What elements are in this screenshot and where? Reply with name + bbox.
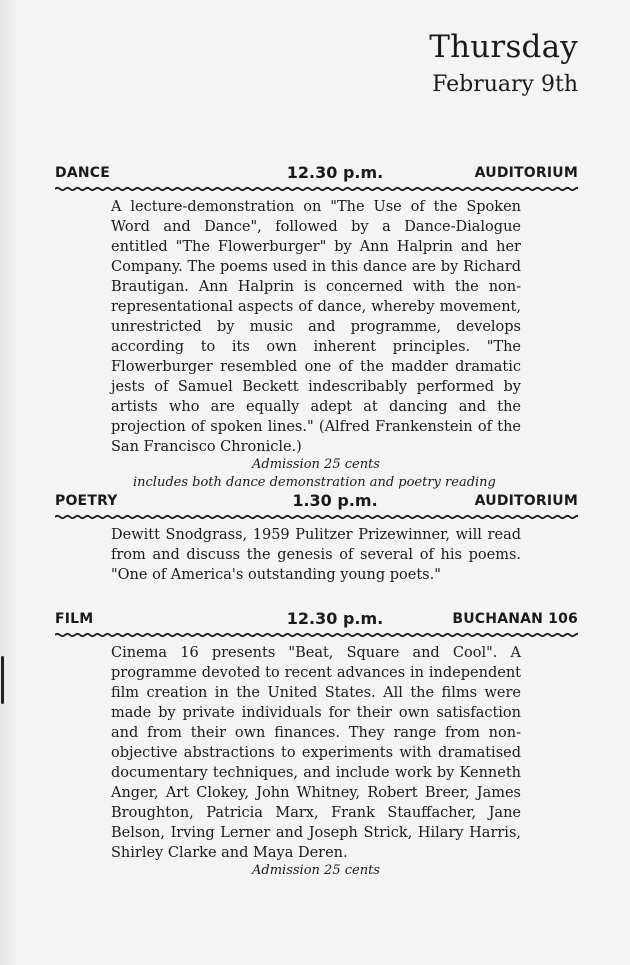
section-venue: AUDITORIUM [474,165,578,181]
admission-note: Admission 25 cents [252,863,380,878]
section-venue: AUDITORIUM [474,493,578,509]
section-category: DANCE [55,165,111,181]
section-poetry [55,491,578,585]
wavy-rule [55,186,578,192]
weekday-title: Thursday [429,29,578,65]
section-category: FILM [55,611,94,627]
section-venue: BUCHANAN 106 [452,611,578,627]
section-description: A lecture-demonstration on "The Use of the Spoken Word and Dance", followed by a Dance-Dialogue entitled "The Flowerburger" by Ann Halprin and her Company. The poems used in this dance are by Richard Brautigan. Ann Halprin is concerned with the non-representational aspects of dance, whereby movement, unrestricted by music and programme, develops according to its own inherent principles. "The Flowerburger resembled one of the madder dramatic jests of Samuel Beckett indescribably performed by artists who are equally adept at dancing and the projection of spoken lines." (Alfred Frankenstein of the San Francisco Chronicle.) [111,199,521,455]
section-description: Dewitt Snodgrass, 1959 Pulitzer Prizewinner, will read from and discuss the genesis of several of his poems. "One of America's outstanding young poets." [111,527,521,583]
section-time: 12.30 p.m. [286,609,384,628]
admission-detail: includes both dance demonstration and poetry reading [133,475,496,490]
binding-mark [1,656,4,704]
section-description: Cinema 16 presents "Beat, Square and Cool". A programme devoted to recent advances in independent film creation in the United States. All the films were made by private individuals for their own satisfaction and from their own finances. They range from non-objective abstractions to experiments with dramatised documentary techniques, and include work by Kenneth Anger, Art Clokey, John Whitney, Robert Breer, James Broughton, Patricia Marx, Frank Stauffacher, Jane Belson, Irving Lerner and Joseph Strick, Hilary Harris, Shirley Clarke and Maya Deren. [111,645,521,861]
wavy-rule [55,514,578,520]
section-header [55,609,578,631]
section-dance [55,163,578,492]
section-time: 12.30 p.m. [286,163,384,182]
section-film [55,609,578,879]
section-time: 1.30 p.m. [292,491,378,510]
wavy-rule [55,632,578,638]
date-header [429,28,578,100]
date-subtitle: February 9th [432,72,578,97]
section-header [55,163,578,185]
admission-note: Admission 25 cents [252,457,380,472]
section-header [55,491,578,513]
section-category: POETRY [55,493,118,509]
page-edge-shadow [0,0,18,965]
